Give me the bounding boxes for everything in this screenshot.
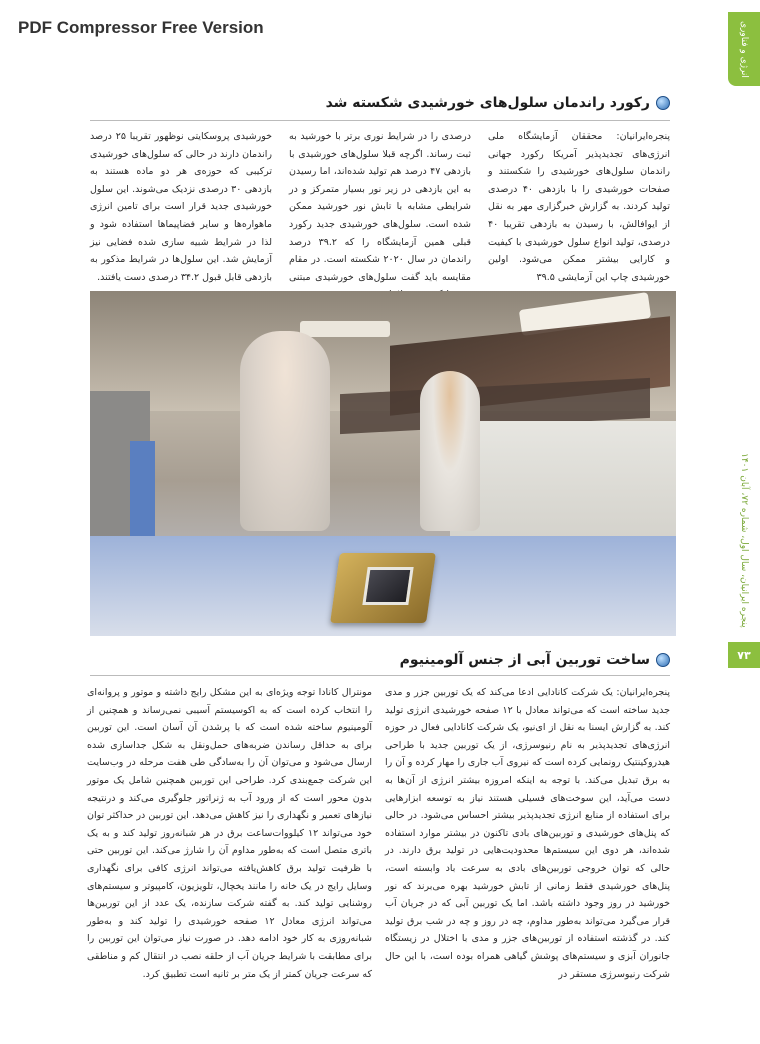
page-number: ۷۳ xyxy=(728,642,760,668)
article1-column-1-text: پنجره‌ایرانیان: محققان آزمایشگاه ملی انرژی‌های تجدیدپذیر آمریکا رکورد جهانی راندمان سلول‌های خورشیدی را شکستند و صفحات خورشیدی را با بازدهی ۴۰ درصدی تولید کردند. به گزارش خبرگزاری مهر به نقل از ایوافالش، با رسیدن به بازدهی تقریبا ۴۰ درصدی، تولید انواع سلول خورشیدی با کیفیت و کارایی بیشتر ممکن می‌شود. اولین خورشیدی چاپ این آزمایشی ۳۹.۵ xyxy=(488,131,671,283)
section-tab-label: انرژی و فناوری xyxy=(739,20,749,78)
article2-heading xyxy=(400,652,670,668)
heading-divider xyxy=(90,120,670,121)
heading-bullet-icon xyxy=(656,653,670,667)
heading-divider xyxy=(90,675,670,676)
scientist-figure xyxy=(240,331,330,531)
article1-column-2 xyxy=(289,128,471,284)
article1-column-2-text: درصدی را در شرایط نوری برتر با خورشید به ثبت رساند. اگرچه قبلا سلول‌های خورشیدی با بازدهی ۴۷ درصد هم تولید شده‌اند، اما رسیدن به این بازدهی در زیر نور بسیار متمرکز و در شرایطی مشابه با تابش نور خورشید ممکن شده است. سلول‌های خورشیدی جدید رکورد قبلی همین آزمایشگاه را که ۳۹.۲ درصد راندمان در سال ۲۰۲۰ شکسته است. در مقام مقایسه باید گفت سلول‌های خورشیدی مبتنی xyxy=(289,131,471,283)
solar-cell-window xyxy=(362,567,413,605)
issue-caption xyxy=(728,430,760,650)
blue-panel xyxy=(130,441,155,551)
issue-caption-text: پنجره ایرانیان، سال اول، شماره ۷۲، آبان ۱۴۰۱ xyxy=(739,452,749,628)
article1-heading xyxy=(326,95,670,111)
article2-column-2 xyxy=(87,684,372,980)
heading-bullet-icon xyxy=(656,96,670,110)
article1-title: رکورد راندمان سلول‌های خورشیدی شکسته شد xyxy=(325,95,650,111)
article2-column-2-text: مونترال کانادا توجه ویژه‌ای به این مشکل رایج داشته و موتور و پروانه‌ای را انتخاب کرده است که به اکوسیستم آسیبی نمی‌رساند و همچنین از آلومینیوم ساخته شده است که با پرشدن آن آسان است. این توربین برای به حداقل رساندن ضربه‌های حمل‌ونقل به شکل جداسازی شده ارسال می‌شود و می‌توان آن را به‌سادگی طی هفت مرحله در وب‌سایت این شرکت جمع‌بندی کرد. طراحی این توربین همچنین شامل یک موتور بدون محور است که از ورود آب به ژنراتور جلوگیری می‌کند و درنتیجه نیازهای تعمیر و نگهداری را نیز کاهش می‌دهد. این توربین در حداکثر توان خود می‌تواند ۱۲ کیلووات‌ساعت برق در هر شبانه‌روز تولید کند و به یک باتری متصل است که به‌طور مداوم آن را شارژ می‌کند. این توربین حتی با ظرفیت تولید برق کاهش‌یافته می‌تواند انرژی کافی برای نگهداری وسایل رایج در یک خانه را مانند یخچال، تلویزیون، کامپیوتر و سیستم‌های روشنایی تولید کند. به گفته شرکت سازنده، یک عدد از این توربین‌ها می‌تواند انرژی معادل ۱۲ صفحه خورشیدی را تولید کند و به‌طور شبانه‌روزی به کار خود ادامه دهد. در صورت نیاز می‌توان این توربین را برای مطابقت با شرایط جریان آب از حلقه نصب در انتقال کم و مناطقی که سرعت جریان کمتر از یک متر بر ثانیه است تطبیق کرد. xyxy=(87,687,372,980)
article1-column-1 xyxy=(488,128,670,284)
scientist-figure xyxy=(420,371,480,531)
article2-column-1-text: پنجره‌ایرانیان: یک شرکت کانادایی ادعا می‌کند که یک توربین جزر و مدی جدید ساخته است که می‌تواند معادل با ۱۲ صفحه خورشیدی انرژی تولید کند. به گزارش ایسنا به نقل از ای‌نیو، یک شرکت کانادایی فعال در حوزه انرژی‌های تجدیدپذیر به نام رنیوسرژی، از یک توربین جدید با طراحی هیدروکینتیک رونمایی کرده است که نیروی آب جاری را مهار کرده و آن را به برق تبدیل می‌کند. با توجه به اینکه امروزه بیشتر انرژی از آن‌ها به دست می‌آید، این سوخت‌های فسیلی هستند نیاز به توسعه ابزارهایی برای استفاده از منابع انرژی تجدیدپذیر بیشتر احساس می‌شود. در حالی که پنل‌های خورشیدی و توربین‌های بادی تاکنون در بیشتر موارد استفاده شده‌اند، هر دوی این سیستم‌ها محدودیت‌هایی در تولید برق دارند. در حالی که توان خروجی توربین‌های بادی به سرعت باد وابسته است، پنل‌های خورشیدی فقط زمانی از تابش خورشید بهره می‌برند که نور خورشید در روز وجود داشته باشد. اما یک توربین آبی که در جریان آب قرار می‌گیرد می‌تواند به‌طور مداوم، چه در روز و چه در شب برق تولید کند. در گذشته استفاده از توربین‌های جزر و مدی با اختلال در زیستگاه جانوران آبزی و سیستم‌های پوشش گیاهی همراه بوده است، با این حال شرکت رنیوسرژی مستقر در xyxy=(385,687,670,980)
article2-column-1 xyxy=(385,684,670,980)
article1-column-3-text: خورشیدی پروسکایتی نوظهور تقریبا ۲۵ درصد راندمان دارند در حالی که سلول‌های خورشیدی ترکیبی که حوزه‌ی هر دو ماده هستند به بازدهی ۳۰ درصدی نزدیک می‌شوند. این سلول خورشیدی جدید قرار است برای تامین انرژی ماهواره‌ها و سایر فضاپیماها استفاده شود و لذا در شرایط شبیه سازی شده فضایی نیز آزمایش شد. این سلول‌ها در شرایط مذکور به بازدهی قابل قبول ۳۴.۲ درصدی دست یافتند. xyxy=(90,131,273,283)
watermark: PDF Compressor Free Version xyxy=(18,18,264,37)
section-tab xyxy=(728,12,760,86)
lab-photo xyxy=(90,291,676,636)
article1-column-3 xyxy=(90,128,272,284)
ceiling-light xyxy=(300,321,390,337)
article2-title: ساخت توربین آبی از جنس آلومینیوم xyxy=(399,652,650,668)
